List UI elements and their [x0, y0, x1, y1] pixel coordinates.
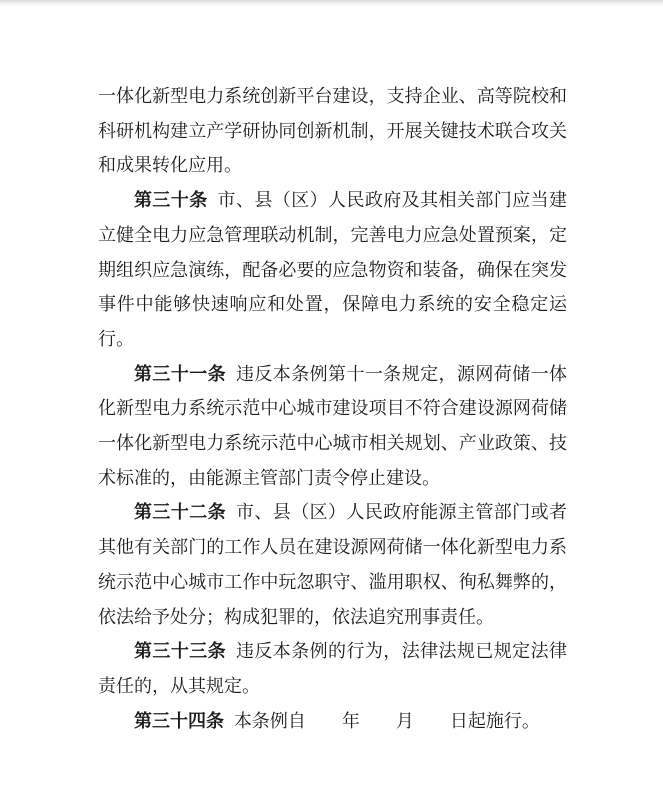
article-34-text: 本条例自 年 月 日起施行。	[233, 710, 540, 731]
paragraph-text: 一体化新型电力系统创新平台建设，支持企业、高等院校和科研机构建立产学研协同创新机制，开展关键技术联合攻关和成果转化应用。	[98, 86, 567, 176]
article-33-text: 违反本条例的行为，法律法规已规定法律责任的，从其规定。	[98, 641, 568, 696]
article-33-number: 第三十三条	[134, 641, 227, 662]
article-34-number: 第三十四条	[134, 710, 224, 731]
article-32-text: 市、县（区）人民政府能源主管部门或者其他有关部门的工作人员在建设源网荷储一体化新型电力系统示范中心城市工作中玩忽职守、滥用职权、徇私舞弊的，依法给予处分；构成犯罪的，依法追究刑事责任。	[98, 502, 568, 627]
article-31-number: 第三十一条	[134, 363, 227, 384]
article-32-paragraph	[98, 495, 567, 634]
article-30-paragraph	[98, 183, 567, 357]
article-31-paragraph	[98, 357, 567, 496]
document-page	[98, 0, 567, 738]
article-34-paragraph	[98, 704, 567, 739]
article-30-text: 市、县（区）人民政府及其相关部门应当建立健全电力应急管理联动机制，完善电力应急处置预案，定期组织应急演练，配备必要的应急物资和装备，确保在突发事件中能够快速响应和处置，保障电力系统的安全稳定运行。	[98, 190, 567, 349]
paragraph-continuation	[98, 79, 567, 183]
article-31-text: 违反本条例第十一条规定，源网荷储一体化新型电力系统示范中心城市建设项目不符合建设源网荷储一体化新型电力系统示范中心城市相关规划、产业政策、技术标准的，由能源主管部门责令停止建设。	[98, 363, 568, 488]
article-32-number: 第三十二条	[134, 502, 227, 523]
article-33-paragraph	[98, 634, 567, 703]
article-30-number: 第三十条	[134, 190, 208, 211]
